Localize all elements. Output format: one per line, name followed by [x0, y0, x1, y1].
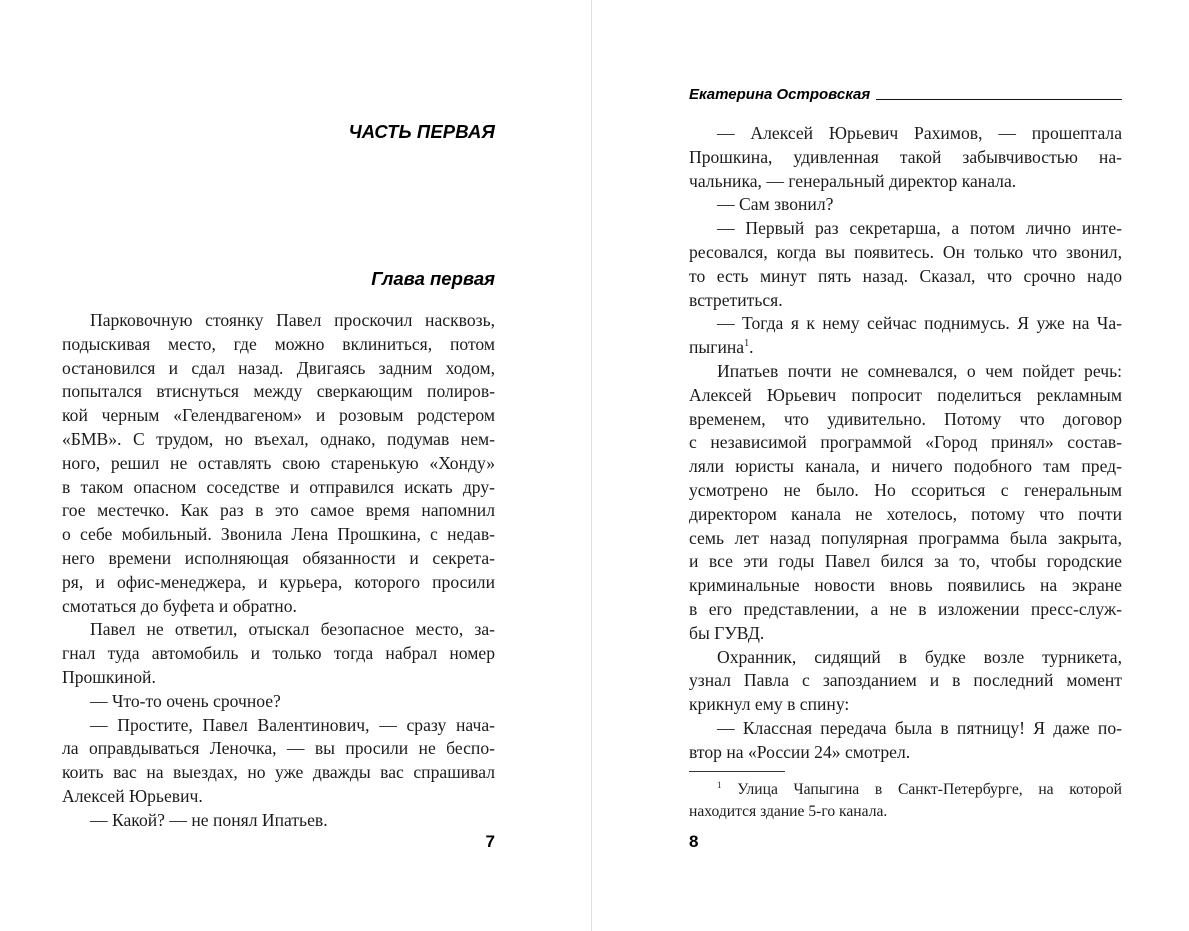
text-line: втор на «России 24» смотрел. — [689, 741, 911, 762]
text-line: ного, решил не оставлять свою старенькую «Хонду» — [62, 452, 495, 473]
paragraph — [689, 646, 1122, 717]
text-line: в таком опасном соседстве и отправился искать дру- — [62, 476, 495, 497]
text-line: директором канала не хотелось, потому что почти — [689, 503, 1122, 524]
text-line: остановился и сдал назад. Двигаясь задним ходом, — [62, 357, 495, 378]
text-line: о себе мобильный. Звонила Лена Прошкина, с недав- — [62, 524, 495, 545]
text-line: Прошкина, удивленная такой забывчивостью на- — [689, 146, 1122, 167]
text-line: усмотрено не было. Но ссориться с генеральным — [689, 479, 1122, 500]
text-line: в его представлении, а не в изложении пресс-служ- — [689, 598, 1122, 619]
text-line: — Классная передача была в пятницу! Я даже по- — [717, 717, 1122, 738]
paragraph — [689, 312, 1122, 360]
text-line: гнал туда автомобиль и только тогда набрал номер — [62, 643, 495, 664]
text-line: Ипатьев почти не сомневался, о чем пойдет речь: — [717, 360, 1122, 381]
running-header-author: Екатерина Островская — [689, 86, 871, 103]
text-line: Парковочную стоянку Павел проскочил насквозь, — [90, 310, 495, 330]
text-line: — Простите, Павел Валентинович, — сразу нача- — [90, 714, 495, 735]
text-line: ресовался, когда вы появитесь. Он только что звонил, — [689, 241, 1122, 262]
text-line: Охранник, сидящий в будке возле турникета, — [717, 646, 1122, 667]
text-line: — Первый раз секретарша, а потом лично инте- — [717, 218, 1122, 239]
paragraph — [62, 809, 495, 833]
text-line: чальника, — генеральный директор канала. — [689, 170, 1017, 191]
page-number: 8 — [689, 832, 699, 851]
text-line: узнал Павла с запозданием и в последний момент — [689, 670, 1122, 691]
text-line: подыскивая место, где можно вклиниться, потом — [62, 333, 495, 354]
text-line: ря, и офис-менеджера, и курьера, которого просили — [62, 571, 495, 592]
text-line: временем, что удивительно. Потому что договор — [689, 408, 1122, 429]
text-line: — Алексей Юрьевич Рахимов, — прошептала — [717, 123, 1122, 143]
text-line: пыгина$^1$. — [689, 337, 754, 358]
running-header — [689, 84, 1122, 104]
paragraph — [689, 717, 1122, 765]
footnote — [689, 779, 1122, 822]
paragraph — [62, 309, 495, 618]
left-page — [0, 0, 591, 931]
text-line: попытался втиснуться между сверкающим полиров- — [62, 381, 495, 402]
paragraph — [689, 193, 1122, 217]
left-page-body — [62, 309, 495, 833]
paragraph — [689, 217, 1122, 312]
text-line: коить вас на выездах, но уже дважды вас спрашивал — [62, 762, 495, 783]
right-page-body — [689, 122, 1122, 765]
paragraph — [62, 618, 495, 689]
text-line: и все эти годы Павел бился за то, чтобы городские — [689, 551, 1122, 572]
text-line: Прошкиной. — [62, 666, 156, 687]
footnote-separator — [689, 771, 785, 772]
text-line: Алексей Юрьевич. — [62, 785, 203, 806]
text-line: — Что-то очень срочное? — [90, 690, 281, 711]
page-number: 7 — [485, 832, 495, 851]
text-line: Алексей Юрьевич попросит поделиться рекламным — [689, 384, 1122, 405]
text-line: встретиться. — [689, 289, 783, 310]
text-line: кой черным «Гелендвагеном» и розовым родстером — [62, 405, 495, 426]
text-line: семь лет назад популярная программа была закрыта, — [689, 527, 1122, 548]
running-header-rule — [876, 99, 1122, 100]
text-line: бы ГУВД. — [689, 622, 765, 643]
footnote-line: $^1$ Улица Чапыгина в Санкт-Петербурге, на которой — [717, 780, 1122, 798]
text-line: то есть минут пять назад. Сказал, что срочно надо — [689, 265, 1122, 286]
text-line: ла оправдываться Леночка, — вы просили не беспо- — [62, 738, 495, 759]
text-line: ляли юристы канала, и ничего подобного там пред- — [689, 456, 1122, 477]
text-line: смотаться до буфета и обратно. — [62, 595, 297, 616]
paragraph — [689, 122, 1122, 193]
text-line: «БМВ». С трудом, но въехал, однако, подумав нем- — [62, 428, 495, 449]
text-line: крикнул ему в спину: — [689, 694, 850, 715]
footnote-line: находится здание 5-го канала. — [689, 802, 888, 820]
text-line: Павел не ответил, отыскал безопасное место, за- — [90, 619, 495, 640]
text-line: криминальные новости вновь появились на экране — [689, 575, 1122, 596]
chapter-title: Глава первая — [371, 268, 495, 289]
part-title: ЧАСТЬ ПЕРВАЯ — [348, 121, 495, 142]
paragraph — [689, 360, 1122, 646]
footnote-marker: 1 — [717, 780, 722, 790]
text-line: него времени исполняющая обязанности и секрета- — [62, 547, 495, 568]
footnote-reference[interactable]: 1 — [744, 338, 750, 350]
text-line: гое местечко. Как раз в это самое время напомнил — [62, 500, 495, 521]
paragraph — [62, 714, 495, 809]
text-line: — Сам звонил? — [717, 194, 834, 215]
text-line: — Тогда я к нему сейчас поднимусь. Я уже на Ча- — [717, 313, 1122, 334]
paragraph — [62, 690, 495, 714]
text-line: — Какой? — не понял Ипатьев. — [90, 809, 328, 830]
text-line: с независимой программой «Город принял» состав- — [689, 432, 1122, 453]
